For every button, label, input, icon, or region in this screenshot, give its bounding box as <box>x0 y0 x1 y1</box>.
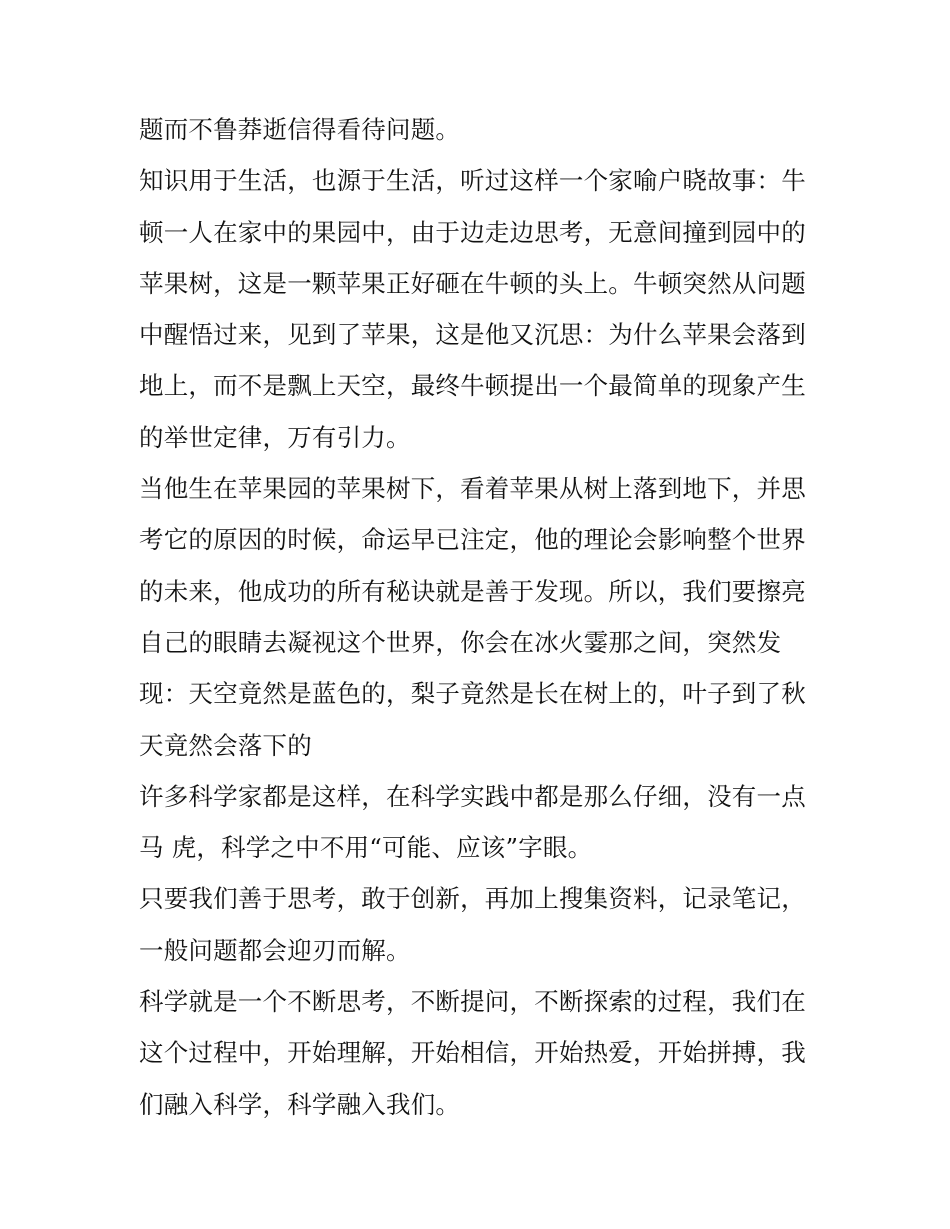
text-line: 许多科学家都是这样，在科学实践中都是那么仔细，没有一点 <box>139 781 806 811</box>
text-line: 当他生在苹果园的苹果树下，看着苹果从树上落到地下，并思 <box>139 474 806 504</box>
text-line: 天竟然会落下的 <box>139 730 312 760</box>
text-line: 知识用于生活，也源于生活，听过这样一个家喻户晓故事：牛 <box>139 166 806 196</box>
text-line: 的举世定律，万有引力。 <box>139 422 411 452</box>
text-line: 苹果树，这是一颗苹果正好砸在牛顿的头上。牛顿突然从问题 <box>139 268 806 298</box>
text-line: 一般问题都会迎刃而解。 <box>139 935 411 965</box>
text-line: 的未来，他成功的所有秘诀就是善于发现。所以，我们要擦亮 <box>139 576 806 606</box>
text-line: 马 虎，科学之中不用“可能、应该”字眼。 <box>139 833 593 863</box>
text-line: 顿一人在家中的果园中，由于边走边思考，无意间撞到园中的 <box>139 217 806 247</box>
text-line: 这个过程中，开始理解，开始相信，开始热爱，开始拼搏，我 <box>139 1038 806 1068</box>
text-line: 现：天空竟然是蓝色的，梨子竟然是长在树上的，叶子到了秋 <box>139 679 806 709</box>
text-line: 科学就是一个不断思考，不断提问，不断探索的过程，我们在 <box>139 987 806 1017</box>
text-line: 题而不鲁莽逝信得看待问题。 <box>139 115 461 144</box>
text-line: 自己的眼睛去凝视这个世界，你会在冰火霎那之间，突然发 <box>139 627 782 657</box>
text-line: 们融入科学，科学融入我们。 <box>139 1089 461 1119</box>
text-line: 地上，而不是飘上天空，最终牛顿提出一个最简单的现象产生 <box>139 371 806 401</box>
text-line: 中醒悟过来，见到了苹果，这是他又沉思：为什么苹果会落到 <box>139 320 806 350</box>
text-line: 考它的原因的时候，命运早已注定，他的理论会影响整个世界 <box>139 525 806 555</box>
text-line: 只要我们善于思考，敢于创新，再加上搜集资料，记录笔记， <box>139 884 806 914</box>
document-body <box>139 104 819 1130</box>
